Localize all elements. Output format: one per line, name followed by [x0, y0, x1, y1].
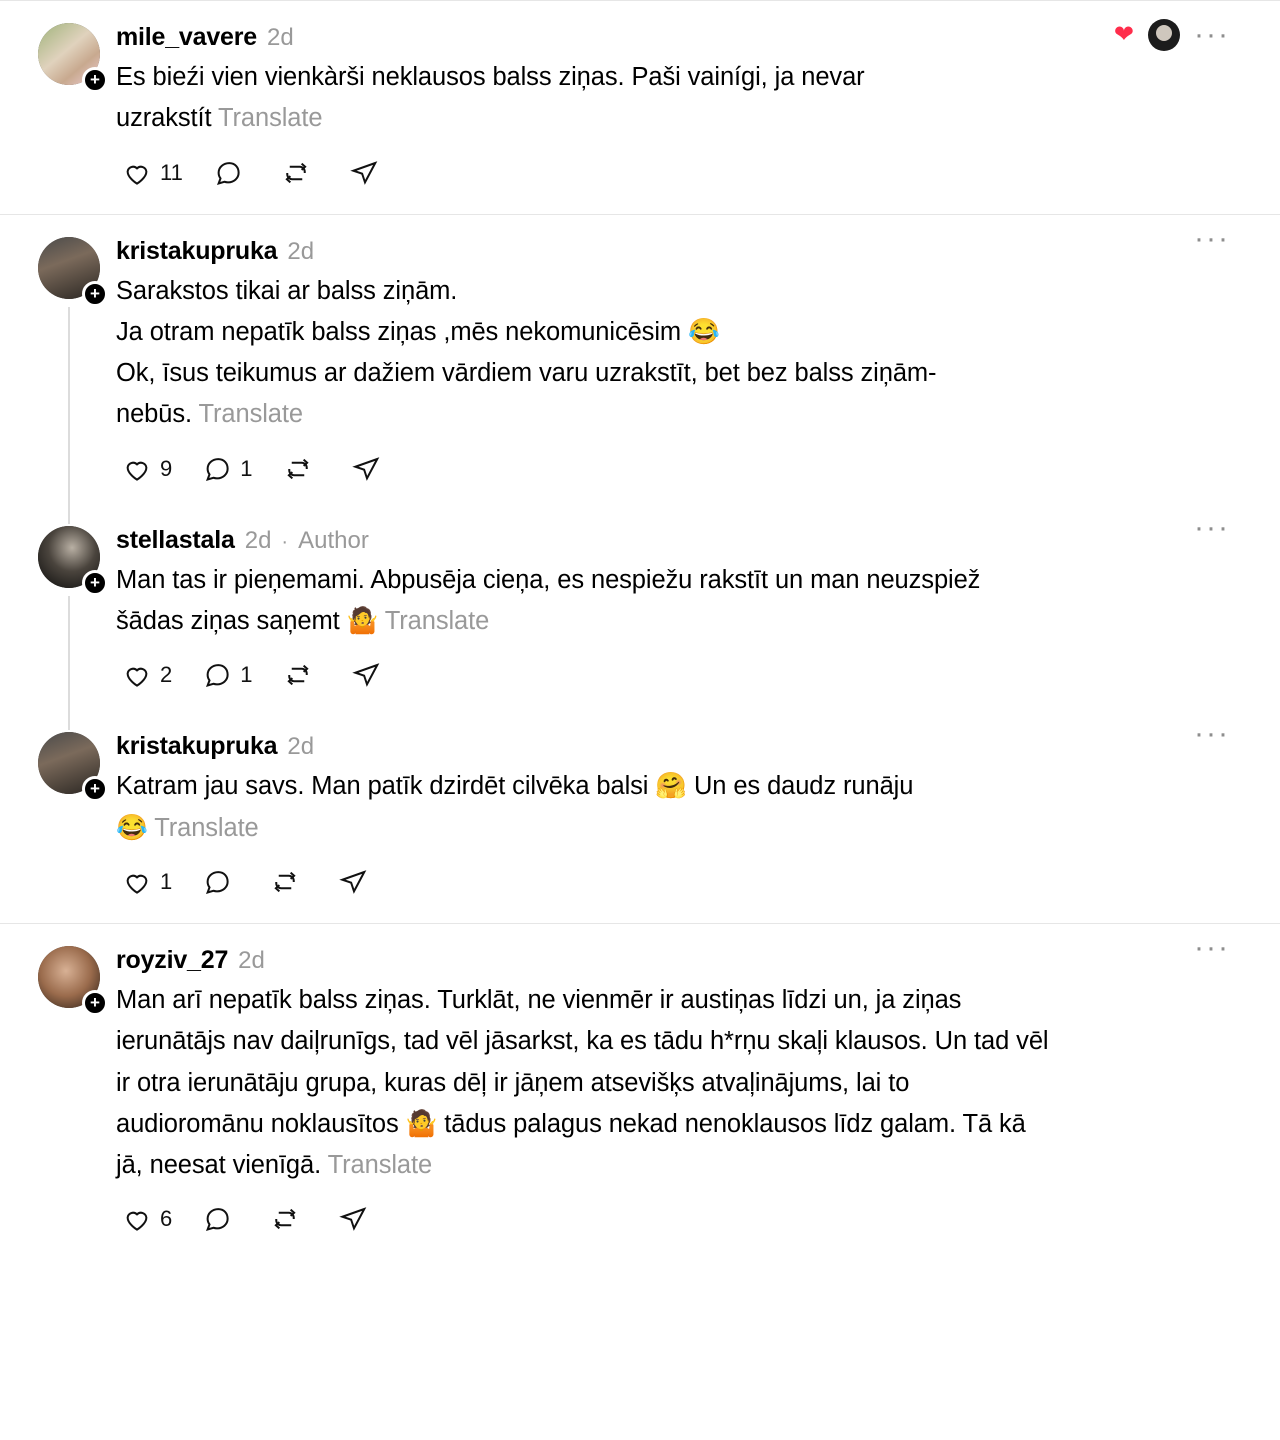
comment-text [116, 271, 1230, 436]
separator: · [281, 530, 289, 553]
repost-button[interactable] [264, 863, 314, 901]
comment-text [116, 57, 1230, 140]
like-count: 9 [160, 455, 173, 481]
comment-actions [116, 656, 1230, 716]
thread-line [68, 307, 70, 524]
username[interactable]: kristakupruka [116, 236, 278, 265]
avatar-column [38, 946, 116, 1260]
comment-body [116, 930, 1240, 1260]
comment-text [116, 980, 1230, 1186]
more-options-icon[interactable]: ··· [1194, 510, 1230, 544]
comment-line: Katram jau savs. Man patīk dzirdēt cilvēka balsi 🤗 Un es daudz runāju [116, 772, 914, 801]
comment-actions [116, 450, 1230, 510]
like-button[interactable] [116, 656, 178, 694]
header-right [1114, 19, 1230, 51]
comment [0, 215, 1280, 510]
comment-thread [0, 1, 1280, 215]
like-count: 2 [160, 662, 173, 688]
like-count: 11 [160, 159, 183, 185]
liked-heart-icon: ❤ [1113, 21, 1135, 48]
translate-link[interactable]: Translate [198, 400, 303, 429]
username[interactable]: stellastala [116, 525, 235, 554]
reply-count: 1 [240, 662, 253, 688]
translate-link[interactable]: Translate [154, 813, 259, 842]
comment-body [116, 18, 1240, 214]
comment-line [116, 1145, 1230, 1186]
comment-line-text: 😂 [116, 813, 148, 842]
repost-icon [270, 1204, 300, 1234]
repost-icon [281, 158, 311, 188]
share-icon [351, 660, 381, 690]
comment-body [116, 717, 1240, 923]
comment-header [116, 930, 1230, 976]
add-follow-badge-icon[interactable]: + [82, 990, 108, 1016]
comment-line-text: jā, neesat vienīgā. [116, 1151, 322, 1180]
comment-line [116, 601, 1230, 642]
like-button[interactable] [116, 450, 178, 488]
translate-link[interactable]: Translate [218, 104, 323, 133]
comment-line: Es bieźi vien vienkàrši neklausos balss ziņas. Paši vainígi, ja nevar [116, 63, 865, 91]
comment-line-text: nebūs. [116, 400, 192, 429]
comment [0, 1, 1280, 214]
translate-link[interactable]: Translate [327, 1151, 433, 1180]
comment-icon [202, 1204, 232, 1234]
like-count: 6 [160, 1206, 173, 1232]
add-follow-badge-icon[interactable]: + [82, 281, 108, 307]
add-follow-badge-icon[interactable]: + [82, 67, 108, 93]
repost-icon [283, 454, 313, 484]
more-options-icon[interactable]: ··· [1194, 221, 1230, 255]
share-button[interactable] [345, 450, 395, 488]
comment-thread [0, 215, 1280, 924]
add-follow-badge-icon[interactable]: + [82, 570, 108, 596]
comment-header [116, 221, 1230, 267]
comment-line: audioromānu noklausītos 🤷 tādus palagus nekad nenoklausos līdz galam. Tā kā [116, 1109, 1026, 1138]
heart-icon [122, 867, 152, 897]
liker-avatar[interactable] [1148, 19, 1180, 51]
comment-line: ir otra ierunātāju grupa, kuras dēļ ir jāņem atsevišķs atvaļinājums, lai to [116, 1068, 910, 1097]
reply-button[interactable] [207, 154, 257, 192]
avatar-column [38, 23, 116, 214]
share-button[interactable] [332, 1200, 382, 1238]
header-right [1194, 510, 1230, 544]
header-right [1194, 221, 1230, 255]
share-icon [349, 158, 379, 188]
comment-line: Man tas ir pieņemami. Abpusēja cieņa, es nespiežu rakstīt un man neuzspiež [116, 565, 981, 594]
share-icon [338, 1204, 368, 1234]
timestamp: 2d [244, 526, 272, 554]
comment-icon [213, 158, 243, 188]
comment-icon [202, 454, 232, 484]
timestamp: 2d [287, 237, 315, 265]
comment-header [116, 18, 1230, 53]
share-icon [351, 454, 381, 484]
repost-icon [270, 867, 300, 897]
comment-line: Ja otram nepatīk balss ziņas ,mēs nekomunicēsim 😂 [116, 317, 720, 346]
like-button[interactable] [116, 863, 178, 901]
reply-count: 1 [240, 455, 253, 481]
avatar-column [38, 526, 116, 717]
timestamp: 2d [287, 733, 315, 761]
reply-button[interactable] [196, 863, 246, 901]
more-options-icon[interactable]: ··· [1194, 717, 1230, 751]
comment-thread [0, 924, 1280, 1260]
username[interactable]: mile_vavere [116, 23, 257, 51]
share-button[interactable] [345, 656, 395, 694]
more-options-icon[interactable]: ··· [1194, 18, 1230, 51]
avatar-column [38, 237, 116, 510]
comment-line [116, 394, 1230, 435]
repost-button[interactable] [264, 1200, 314, 1238]
add-follow-badge-icon[interactable]: + [82, 776, 108, 802]
reply-button[interactable] [196, 1200, 246, 1238]
comment [0, 510, 1280, 717]
like-button[interactable] [116, 1200, 178, 1238]
heart-icon [122, 660, 152, 690]
timestamp: 2d [238, 946, 265, 974]
repost-button[interactable] [275, 154, 325, 192]
comment-actions [116, 863, 1230, 923]
share-button[interactable] [343, 154, 393, 192]
repost-icon [283, 660, 313, 690]
heart-icon [122, 158, 152, 188]
timestamp: 2d [266, 24, 294, 51]
comment-line: ierunātājs nav daiļrunīgs, tad vēl jāsarkst, ka es tādu h*rņu skaļi klausos. Un tad vēl [116, 1027, 1049, 1056]
comment [0, 716, 1280, 923]
repost-button[interactable] [277, 656, 327, 694]
comment-icon [202, 867, 232, 897]
comment-header [116, 510, 1230, 556]
comment [0, 924, 1280, 1260]
comment-text [116, 560, 1230, 643]
share-button[interactable] [332, 863, 382, 901]
header-right [1194, 717, 1230, 751]
comment-line [116, 98, 1230, 139]
repost-button[interactable] [277, 450, 327, 488]
comment-line: Man arī nepatīk balss ziņas. Turklāt, ne vienmēr ir austiņas līdzi un, ja ziņas [116, 985, 962, 1014]
comment-actions [116, 1200, 1230, 1260]
comment-icon [202, 660, 232, 690]
like-button[interactable] [116, 154, 189, 192]
comment-body [116, 221, 1240, 510]
comment-line: Sarakstos tikai ar balss ziņām. [116, 276, 458, 305]
heart-icon [122, 1204, 152, 1234]
comment-text [116, 766, 1230, 849]
username[interactable]: royziv_27 [116, 945, 229, 974]
comment-line [116, 808, 1230, 849]
reply-button[interactable] [196, 450, 258, 488]
avatar-column [38, 732, 116, 923]
comment-body [116, 510, 1240, 717]
reply-button[interactable] [196, 656, 258, 694]
header-right [1194, 930, 1230, 964]
comment-actions [116, 154, 1230, 214]
share-icon [338, 867, 368, 897]
more-options-icon[interactable]: ··· [1194, 930, 1230, 964]
author-badge: Author [298, 526, 369, 554]
comment-line-text: uzrakstít [116, 104, 212, 133]
thread-line [68, 596, 70, 731]
comment-line-text: šādas ziņas saņemt 🤷 [116, 607, 379, 636]
translate-link[interactable]: Translate [384, 607, 490, 636]
heart-icon [122, 454, 152, 484]
comment-header [116, 717, 1230, 762]
comment-line: Ok, īsus teikumus ar dažiem vārdiem varu uzrakstīt, bet bez balss ziņām- [116, 359, 937, 388]
username[interactable]: kristakupruka [116, 732, 278, 761]
like-count: 1 [160, 868, 173, 894]
